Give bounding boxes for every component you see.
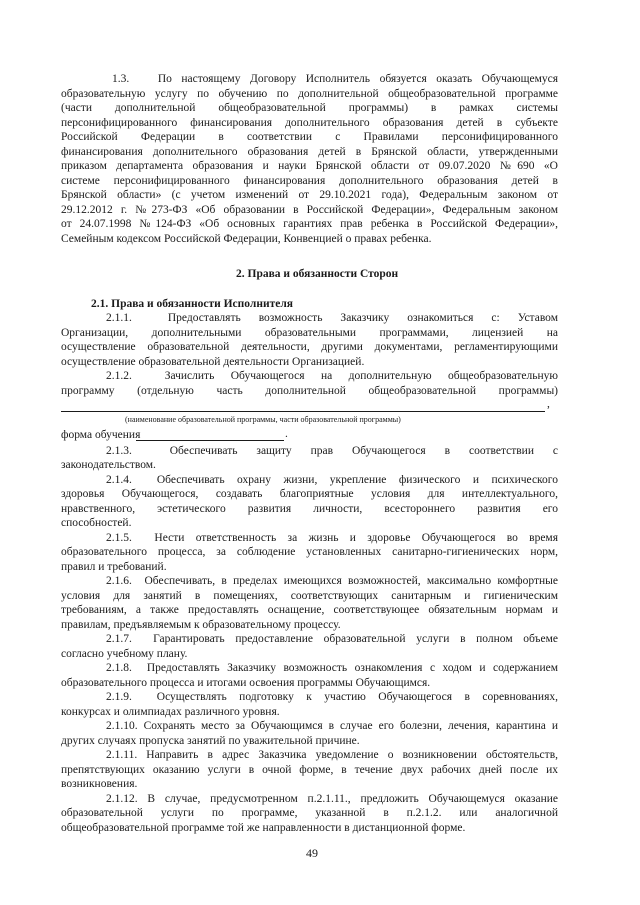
- p2-1-6-line-3: требованиям, а также предоставлять оснащение, соответствующее обязательным нормам и: [61, 604, 558, 616]
- p2-1-3-line-1: 2.1.3. Обеспечивать защиту прав Обучающегося в соответствии с: [106, 445, 558, 457]
- study-form-blank-line: [136, 440, 284, 441]
- p2-1-4-line-1: 2.1.4. Обеспечивать охрану жизни, укрепление физического и психического: [106, 474, 558, 486]
- p2-1-4-line-2: здоровья Обучающегося, создавать благоприятные условия для интеллектуального,: [61, 488, 558, 500]
- p1-3-line-9: Брянской области» (с учетом изменений от 29.10.2021 года), Федеральным законом от: [61, 189, 558, 201]
- p2-1-7-line-2: согласно учебному плану.: [61, 648, 188, 660]
- p1-3-line-3: (части дополнительной общеобразовательной программы) в рамках системы: [61, 102, 558, 114]
- p1-3-line-12: Семейным кодексом Российской Федерации, Конвенцией о правах ребенка.: [61, 233, 432, 245]
- p2-1-5-line-2: образовательного процесса, за соблюдение установленных санитарно-гигиенических норм,: [61, 546, 558, 558]
- p1-3-line-7: приказом департамента образования и науки Брянской области от 09.07.2020 №690 «О: [61, 160, 558, 172]
- program-name-comma: ,: [547, 398, 550, 410]
- p2-1-6-line-2: условия для занятий в помещениях, соответствующих санитарным и гигиеническим: [61, 590, 558, 602]
- p1-3-line-4: персонифицированного финансирования дополнительного образования детей в субъекте: [61, 117, 558, 129]
- p2-1-7-line-1: 2.1.7. Гарантировать предоставление образовательной услуги в полном объеме: [106, 633, 558, 645]
- p2-1-5-line-1: 2.1.5. Нести ответственность за жизнь и здоровье Обучающегося во время: [106, 532, 558, 544]
- p2-1-11-line-1: 2.1.11. Направить в адрес Заказчика уведомление о возникновении обстоятельств,: [106, 749, 558, 761]
- p2-1-9-line-1: 2.1.9. Осуществлять подготовку к участию Обучающегося в соревнованиях,: [106, 691, 558, 703]
- page-number: 49: [306, 846, 318, 860]
- p1-3-line-8: системе персонифицированного финансирования дополнительного образования детей в: [61, 175, 558, 187]
- p2-1-5-line-3: правил и требований.: [61, 561, 167, 573]
- p1-3-line-6: финансирования дополнительного образования детей в Брянской области, утвержденными: [61, 146, 558, 158]
- program-name-caption: (наименование образовательной программы, части образовательной программы): [125, 415, 401, 424]
- p2-1-1-line-1: 2.1.1. Предоставлять возможность Заказчику ознакомиться с: Уставом: [106, 312, 558, 324]
- p1-3-line-10: 29.12.2012 г. №273-ФЗ «Об образовании в Российской Федерации», Федеральным законом: [61, 204, 558, 216]
- p2-1-4-line-3: нравственного, эстетического развития личности, всестороннего развития его: [61, 503, 558, 515]
- p2-1-10-line-1: 2.1.10. Сохранять место за Обучающимся в случае его болезни, лечения, карантина и: [106, 720, 558, 732]
- p2-1-4-line-4: способностей.: [61, 517, 132, 529]
- section-2-title: 2. Права и обязанности Сторон: [236, 268, 399, 280]
- p2-1-2-line-1: 2.1.2. Зачислить Обучающегося на дополнительную общеобразовательную: [106, 370, 558, 382]
- subsection-2-1-title: 2.1. Права и обязанности Исполнителя: [91, 298, 294, 310]
- p2-1-1-line-4: осуществление образовательной деятельности Организацией.: [61, 356, 365, 368]
- p2-1-6-line-1: 2.1.6. Обеспечивать, в пределах имеющихся возможностей, максимально комфортные: [106, 575, 558, 587]
- p2-1-1-line-2: Организации, дополнительными образовательными программами, лицензией на: [61, 327, 558, 339]
- p2-1-3-line-2: законодательством.: [61, 459, 156, 471]
- p2-1-2-line-2: программу (отдельную часть дополнительной общеобразовательной программы): [61, 385, 558, 397]
- p2-1-11-line-3: возникновения.: [61, 778, 138, 790]
- p1-3-line-5: Российской Федерации в соответствии с Правилами персонифицированного: [61, 131, 558, 143]
- p2-1-12-line-2: образовательной услуги по программе, указанной в п.2.1.2. или аналогичной: [61, 807, 558, 819]
- p2-1-6-line-4: правилам, предъявляемым к образовательному процессу.: [61, 619, 341, 631]
- p2-1-11-line-2: препятствующих оказанию услуги в очной форме, в течение двух рабочих дней после их: [61, 764, 558, 776]
- p2-1-8-line-1: 2.1.8. Предоставлять Заказчику возможность ознакомления с ходом и содержанием: [106, 662, 558, 674]
- p2-1-12-line-1: 2.1.12. В случае, предусмотренном п.2.1.11., предложить Обучающемуся оказание: [106, 793, 558, 805]
- p2-1-10-line-2: других случаях пропуска занятий по уважительной причине.: [61, 735, 360, 747]
- p1-3-line-11: от 24.07.1998 №124-ФЗ «Об основных гарантиях прав ребенка в Российской Федерации»,: [61, 218, 558, 230]
- p2-1-8-line-2: образовательного процесса и итогами освоения программы Обучающимся.: [61, 677, 431, 689]
- study-form-period: .: [285, 428, 288, 440]
- study-form-label: форма обучения: [61, 429, 141, 441]
- p2-1-12-line-3: общеобразовательной программе той же направленности в дистанционной форме.: [61, 822, 466, 834]
- program-name-blank-line: [61, 411, 545, 412]
- p2-1-1-line-3: осуществление образовательной деятельности, другими документами, регламентирующими: [61, 341, 558, 353]
- p1-3-line-2: образовательную услугу по обучению по дополнительной общеобразовательной программе: [61, 88, 558, 100]
- p2-1-9-line-2: конкурсах и олимпиадах различного уровня.: [61, 706, 280, 718]
- p1-3-line-1: 1.3. По настоящему Договору Исполнитель обязуется оказать Обучающемуся: [112, 73, 558, 85]
